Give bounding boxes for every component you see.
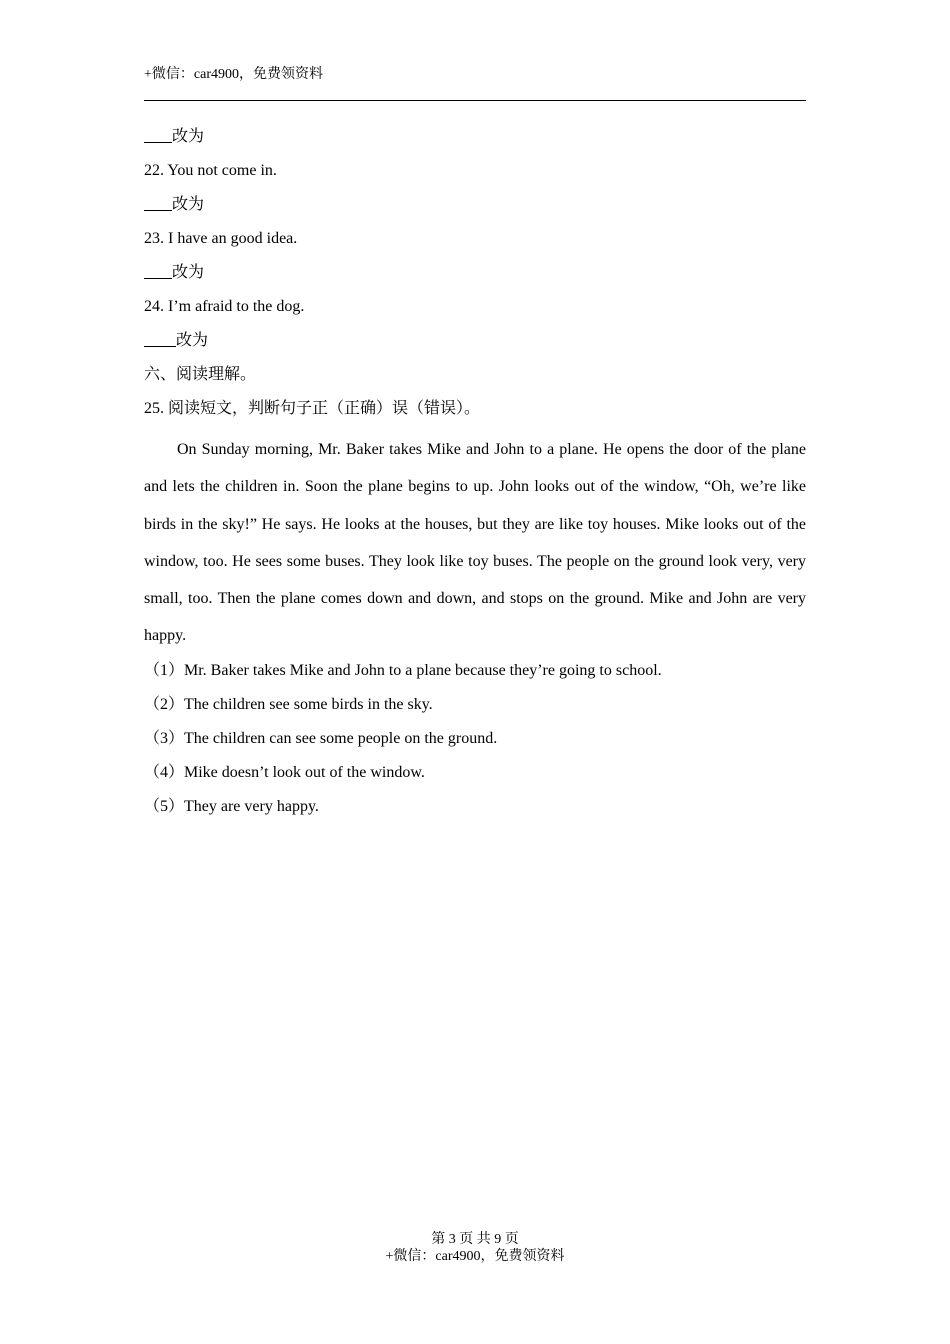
question-25-instruction: 25. 阅读短文，判断句子正（正确）误（错误）。: [144, 400, 481, 417]
answer-label: 改为: [172, 196, 205, 213]
reading-passage: On Sunday morning, Mr. Baker takes Mike and John to a plane. He opens the door of the plane and lets the children in. Soon the plane begins to up. John looks out of the window, “Oh, we’re like birds in the sky!” He says. He looks at the houses, but they are like toy houses. Mike looks out of the window, too. He sees some buses. They look like toy buses. The people on the ground look very, very small, too. Then the plane comes down and down, and stops on the ground. Mike and John are very happy.: [144, 441, 806, 645]
question-23: 23. I have an good idea.: [144, 230, 298, 247]
answer-blank[interactable]: [144, 192, 172, 211]
document-body: [144, 124, 806, 828]
answer-label: 改为: [172, 264, 205, 281]
statement-4: （4）Mike doesn’t look out of the window.: [144, 763, 425, 781]
header-divider: [144, 100, 806, 101]
statement-5: （5）They are very happy.: [144, 797, 319, 815]
answer-blank[interactable]: [144, 328, 176, 347]
answer-line-22: [144, 192, 806, 226]
answer-label: 改为: [176, 332, 209, 349]
header-watermark: +微信：car4900，免费领资料: [144, 67, 323, 82]
statement-3: （3）The children can see some people on the ground.: [144, 729, 498, 747]
answer-line-24: [144, 328, 806, 362]
section-title: 六、阅读理解。: [144, 366, 257, 383]
answer-line-21: [144, 124, 806, 158]
answer-blank[interactable]: [144, 124, 172, 143]
statement-2: （2）The children see some birds in the sky.: [144, 695, 433, 713]
footer-watermark: +微信：car4900，免费领资料: [385, 1249, 565, 1264]
answer-blank[interactable]: [144, 260, 172, 279]
question-24: 24. I’m afraid to the dog.: [144, 298, 305, 315]
statement-1: （1）Mr. Baker takes Mike and John to a plane because they’re going to school.: [144, 661, 662, 679]
question-22: 22. You not come in.: [144, 162, 277, 179]
page-number: 第 3 页 共 9 页: [431, 1232, 519, 1247]
answer-label: 改为: [172, 128, 205, 145]
answer-line-23: [144, 260, 806, 294]
